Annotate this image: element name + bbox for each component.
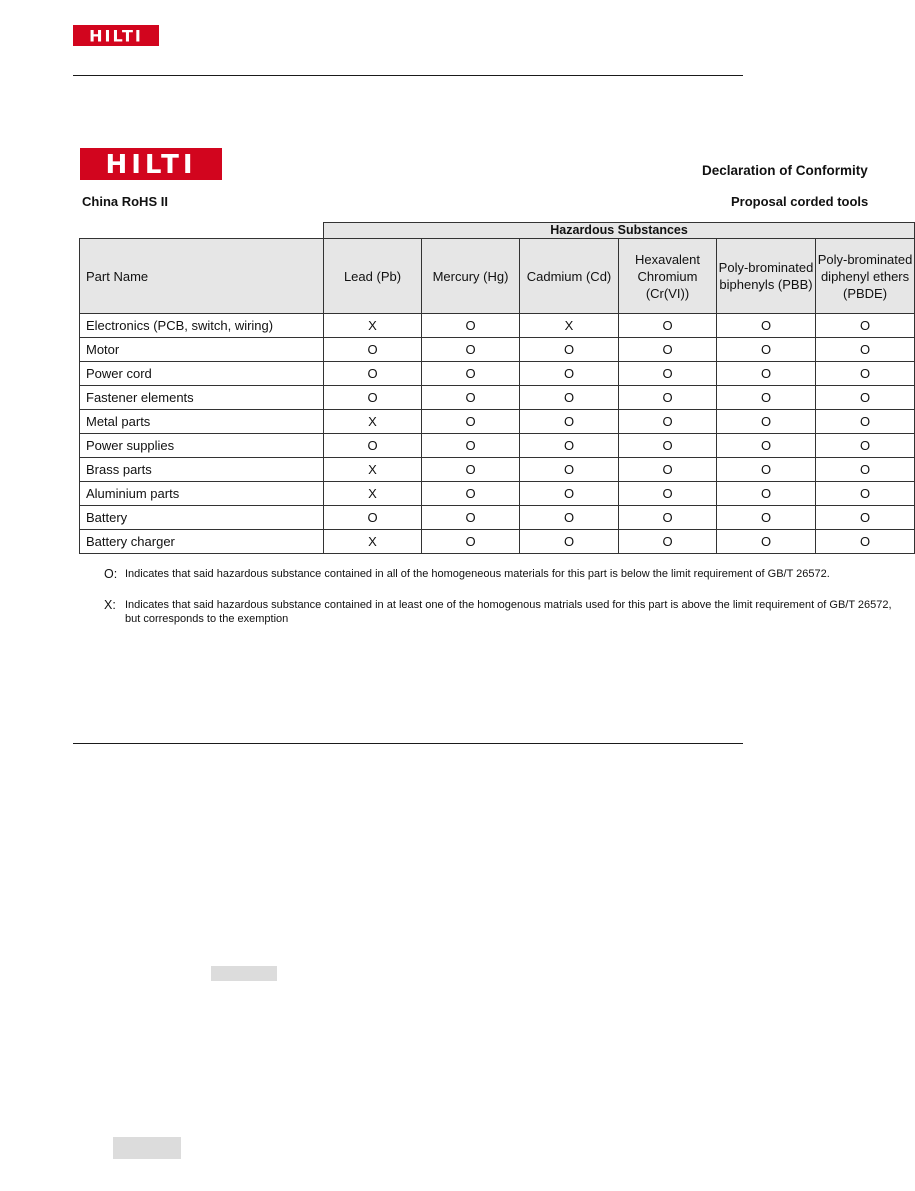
substance-value-cell: X <box>324 482 422 506</box>
substance-value-cell: O <box>520 410 619 434</box>
table-row <box>80 386 915 410</box>
part-name-cell: Motor <box>80 338 324 362</box>
part-name-cell: Fastener elements <box>80 386 324 410</box>
part-name-cell: Metal parts <box>80 410 324 434</box>
substance-value-cell: O <box>717 530 816 554</box>
substance-value-cell: O <box>619 314 717 338</box>
table-row <box>80 410 915 434</box>
substance-value-cell: O <box>520 434 619 458</box>
substance-value-cell: O <box>324 434 422 458</box>
substance-value-cell: O <box>619 434 717 458</box>
table-row <box>80 362 915 386</box>
substance-value-cell: X <box>324 410 422 434</box>
table-row <box>80 338 915 362</box>
regulation-label: China RoHS II <box>82 194 168 209</box>
note-x-text-1: Indicates that said hazardous substance contained in at least one of the homogenous matrials used for this part is above the limit requirement of GB/T 26572, <box>125 599 892 611</box>
substance-value-cell: O <box>619 410 717 434</box>
part-name-cell: Aluminium parts <box>80 482 324 506</box>
substance-value-cell: O <box>619 362 717 386</box>
column-header-lead: Lead (Pb) <box>324 239 422 314</box>
substance-value-cell: O <box>422 530 520 554</box>
substance-value-cell: O <box>422 314 520 338</box>
substance-value-cell: O <box>717 482 816 506</box>
substance-value-cell: O <box>324 338 422 362</box>
substance-value-cell: O <box>324 362 422 386</box>
substance-value-cell: X <box>324 458 422 482</box>
substance-value-cell: O <box>816 362 915 386</box>
column-header-pbde: Poly-brominated diphenyl ethers (PBDE) <box>816 239 915 314</box>
part-name-cell: Battery <box>80 506 324 530</box>
footer-divider <box>73 743 743 744</box>
note-o-text: Indicates that said hazardous substance contained in all of the homogeneous materials for this part is below the limit requirement of GB/T 26572. <box>125 568 830 580</box>
substance-value-cell: O <box>520 506 619 530</box>
substance-value-cell: O <box>717 434 816 458</box>
rohs-table-body <box>80 314 915 554</box>
hazardous-substances-header: Hazardous Substances <box>324 223 915 239</box>
substance-value-cell: O <box>520 482 619 506</box>
substance-value-cell: O <box>717 458 816 482</box>
part-name-cell: Battery charger <box>80 530 324 554</box>
substance-value-cell: O <box>717 338 816 362</box>
hilti-logo-text: HILTI <box>89 26 143 46</box>
table-row <box>80 434 915 458</box>
column-header-pbb: Poly-brominated biphenyls (PBB) <box>717 239 816 314</box>
substance-value-cell: X <box>520 314 619 338</box>
note-x-text-2: but corresponds to the exemption <box>125 613 289 625</box>
substance-value-cell: O <box>619 386 717 410</box>
substance-value-cell: O <box>520 458 619 482</box>
substance-value-cell: O <box>816 482 915 506</box>
substance-value-cell: O <box>816 338 915 362</box>
substance-value-cell: O <box>816 434 915 458</box>
substance-value-cell: O <box>422 338 520 362</box>
column-header-hexavalent-chromium: Hexavalent Chromium (Cr(VI)) <box>619 239 717 314</box>
substance-value-cell: O <box>422 386 520 410</box>
redaction-box <box>113 1137 181 1159</box>
part-name-cell: Electronics (PCB, switch, wiring) <box>80 314 324 338</box>
table-row <box>80 530 915 554</box>
table-row <box>80 506 915 530</box>
part-name-cell: Power cord <box>80 362 324 386</box>
substance-value-cell: O <box>520 530 619 554</box>
proposal-label: Proposal corded tools <box>731 194 869 209</box>
rohs-table <box>79 222 915 554</box>
substance-value-cell: O <box>619 338 717 362</box>
substance-value-cell: X <box>324 314 422 338</box>
substance-value-cell: O <box>324 386 422 410</box>
redaction-box <box>211 966 277 981</box>
substance-value-cell: O <box>619 458 717 482</box>
table-row <box>80 458 915 482</box>
substance-value-cell: O <box>717 386 816 410</box>
substance-value-cell: O <box>520 362 619 386</box>
substance-value-cell: O <box>816 530 915 554</box>
substance-value-cell: O <box>816 410 915 434</box>
substance-value-cell: O <box>422 362 520 386</box>
note-x-mark: X: <box>104 598 116 612</box>
substance-value-cell: X <box>324 530 422 554</box>
column-header-cadmium: Cadmium (Cd) <box>520 239 619 314</box>
column-header-mercury: Mercury (Hg) <box>422 239 520 314</box>
substance-value-cell: O <box>717 506 816 530</box>
substance-value-cell: O <box>422 434 520 458</box>
substance-value-cell: O <box>520 338 619 362</box>
substance-value-cell: O <box>717 362 816 386</box>
table-row <box>80 314 915 338</box>
substance-value-cell: O <box>816 458 915 482</box>
substance-value-cell: O <box>717 410 816 434</box>
hilti-logo-document <box>80 148 222 180</box>
substance-value-cell: O <box>816 506 915 530</box>
substance-value-cell: O <box>324 506 422 530</box>
substance-value-cell: O <box>422 458 520 482</box>
hilti-logo-doc-text: HILTI <box>105 150 197 180</box>
substance-value-cell: O <box>619 506 717 530</box>
part-name-cell: Brass parts <box>80 458 324 482</box>
substance-value-cell: O <box>816 386 915 410</box>
part-name-cell: Power supplies <box>80 434 324 458</box>
substance-value-cell: O <box>619 530 717 554</box>
substance-value-cell: O <box>422 410 520 434</box>
column-header-part-name: Part Name <box>80 239 324 314</box>
substance-value-cell: O <box>422 482 520 506</box>
note-o-mark: O: <box>104 567 118 581</box>
substance-value-cell: O <box>520 386 619 410</box>
substance-value-cell: O <box>422 506 520 530</box>
substance-value-cell: O <box>717 314 816 338</box>
declaration-title: Declaration of Conformity <box>702 163 868 178</box>
substance-value-cell: O <box>816 314 915 338</box>
substance-value-cell: O <box>619 482 717 506</box>
table-row <box>80 482 915 506</box>
